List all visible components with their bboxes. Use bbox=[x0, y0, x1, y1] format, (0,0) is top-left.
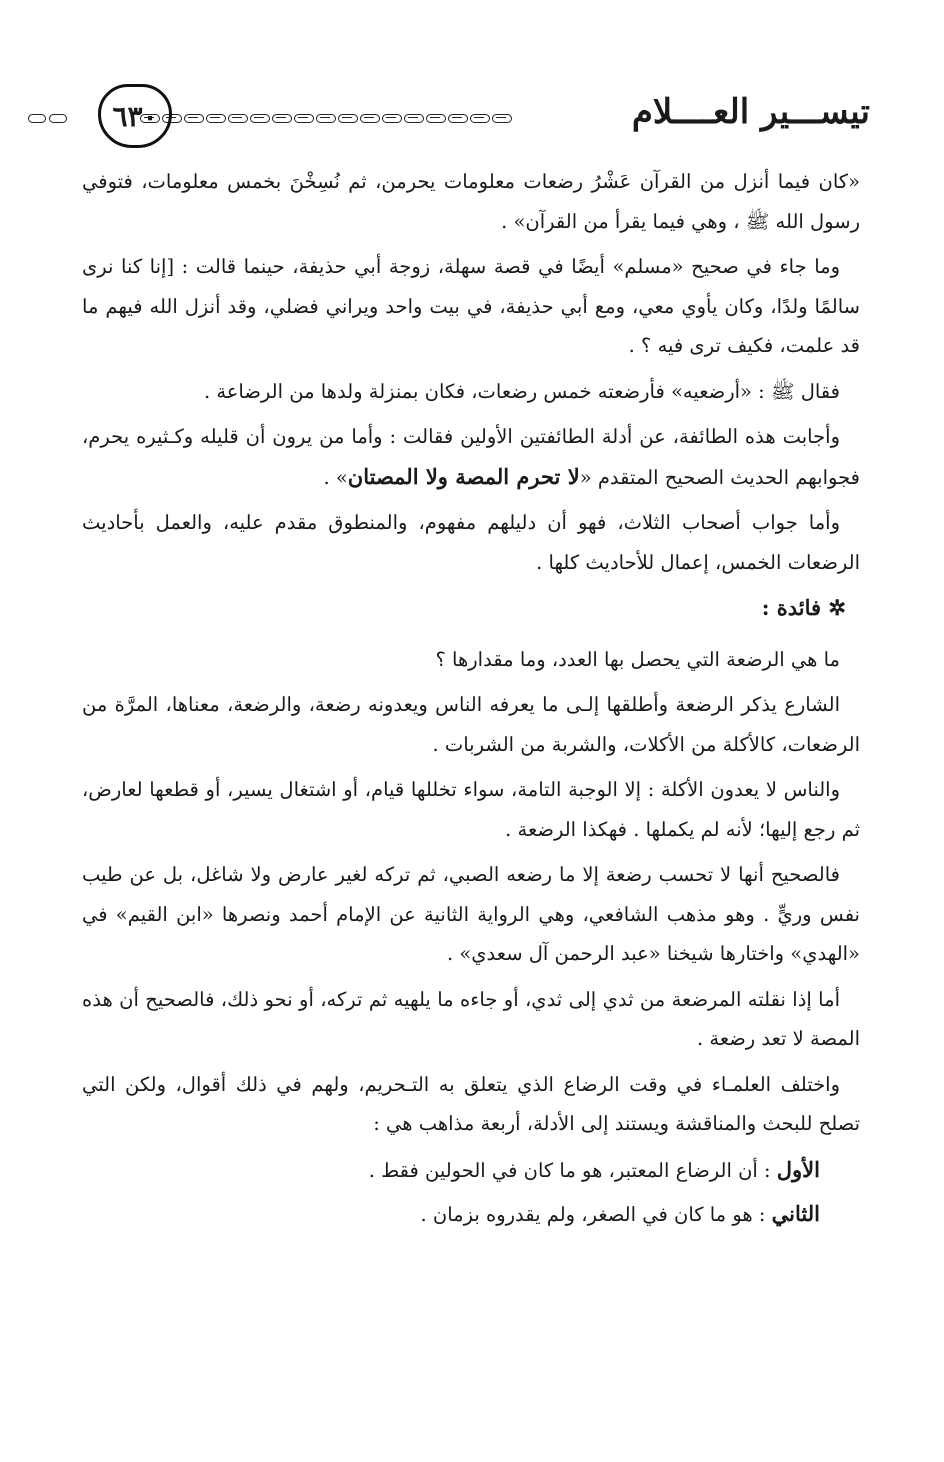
list-text: : هو ما كان في الصغر، ولم يقدروه بزمان . bbox=[420, 1203, 766, 1226]
paragraph bbox=[82, 417, 860, 497]
paragraph: واختلف العلمـاء في وقت الرضاع الذي يتعلق به التـحريم، ولهم في ذلك أقوال، ولكن التي تصلح للبحث والمناقشة ويستند إلى الأدلة، أربعة مذاهب هي : bbox=[82, 1072, 860, 1135]
paragraph: «كان فيما أنزل من القرآن عَشْرُ رضعات معلومات يحرمن، ثم نُسِخْنَ بخمس معلومات، فتوفي رسول الله ﷺ ، وهي فيما يقرأ من القرآن» . bbox=[82, 170, 860, 233]
paragraph: وأما جواب أصحاب الثلاث، فهو أن دليلهم مفهوم، والمنطوق مقدم عليه، والعمل بأحاديث الرضعات الخمس، إعمال للأحاديث كلها . bbox=[82, 511, 860, 574]
body-text bbox=[82, 162, 860, 1239]
page-number-badge bbox=[98, 84, 172, 148]
ornament-link bbox=[426, 114, 446, 123]
paragraph: فالصحيح أنها لا تحسب رضعة إلا ما رضعه الصبي، ثم تركه لغير عارض ولا شاغل، بل عن طيب نفس وريٍّ . وهو مذهب الشافعي، وهي الرواية الثانية عن الإمام أحمد ونصرها «ابن القيم» في «الهدي» واختارها شيخنا «عبد الرحمن آل سعدي» . bbox=[82, 863, 860, 965]
ornament-link bbox=[250, 114, 270, 123]
paragraph: أما إذا نقلته المرضعة من ثدي إلى ثدي، أو جاءه ما يلهيه ثم تركه، أو نحو ذلك، فالصحيح أن هذه المصة لا تعد رضعة . bbox=[82, 987, 860, 1050]
list-item bbox=[82, 1150, 860, 1191]
list-label: الثاني bbox=[771, 1201, 820, 1226]
running-title: تيســـير العــــلام bbox=[631, 92, 870, 132]
ornament-link bbox=[338, 114, 358, 123]
ornament-link bbox=[360, 114, 380, 123]
paragraph: فقال ﷺ : «أرضعيه» فأرضعته خمس رضعات، فكان بمنزلة ولدها من الرضاعة . bbox=[203, 379, 840, 403]
section-heading-faida: ✲ فائدة : bbox=[761, 595, 846, 620]
ornament-link bbox=[316, 114, 336, 123]
ornament-link bbox=[228, 114, 248, 123]
ornament-divider bbox=[140, 114, 520, 130]
ornament-link bbox=[49, 114, 67, 123]
ornament-link bbox=[470, 114, 490, 123]
ornament-link bbox=[492, 114, 512, 123]
paragraph: الشارع يذكر الرضعة وأطلقها إلـى ما يعرفه الناس ويعدونه رضعة، والرضعة، معناها، المرَّة من الرضعات، كالأكلة من الأكلات، والشربة من الشربات . bbox=[82, 693, 860, 756]
ornament-link bbox=[382, 114, 402, 123]
page-header bbox=[80, 84, 870, 154]
paragraph: ما هي الرضعة التي يحصل بها العدد، وما مقدارها ؟ bbox=[435, 647, 840, 671]
paragraph: والناس لا يعدون الأكلة : إلا الوجبة التامة، سواء تخللها قيام، أو اشتغال يسير، أو قطعها لعارض، ثم رجع إليها؛ لأنه لم يكملها . فهكذا الرضعة . bbox=[82, 778, 860, 841]
ornament-link bbox=[184, 114, 204, 123]
ornament-link bbox=[404, 114, 424, 123]
paragraph: وما جاء في صحيح «مسلم» أيضًا في قصة سهلة، زوجة أبي حذيفة، حينما قالت : [إنا كنا نرى سالمًا ولدًا، وكان يأوي معي، ومع أبي حذيفة، في بيت واحد ويراني فضلي، وقد أنزل الله فيهم ما قد علمت، فكيف ترى فيه ؟ . bbox=[82, 255, 860, 357]
ornament-small bbox=[28, 114, 67, 123]
ornament-link bbox=[206, 114, 226, 123]
ornament-link bbox=[28, 114, 46, 123]
paragraph-text: وأجابت هذه الطائفة، عن أدلة الطائفتين الأولين فقالت : وأما من يرون أن قليله وكـثيره يحرم، فجوابهم الحديث الصحيح المتقدم « bbox=[82, 425, 860, 489]
list-text: : أن الرضاع المعتبر، هو ما كان في الحولين فقط . bbox=[368, 1158, 771, 1182]
page-number: ٦٣٠ bbox=[112, 99, 158, 133]
list-label: الأول bbox=[776, 1156, 820, 1182]
ornament-link bbox=[294, 114, 314, 123]
ornament-link bbox=[448, 114, 468, 123]
ornament-link bbox=[272, 114, 292, 123]
list-item bbox=[82, 1194, 860, 1235]
hadith-quote: لا تحرم المصة ولا المصتان bbox=[347, 463, 580, 489]
paragraph-end: » . bbox=[323, 465, 348, 489]
